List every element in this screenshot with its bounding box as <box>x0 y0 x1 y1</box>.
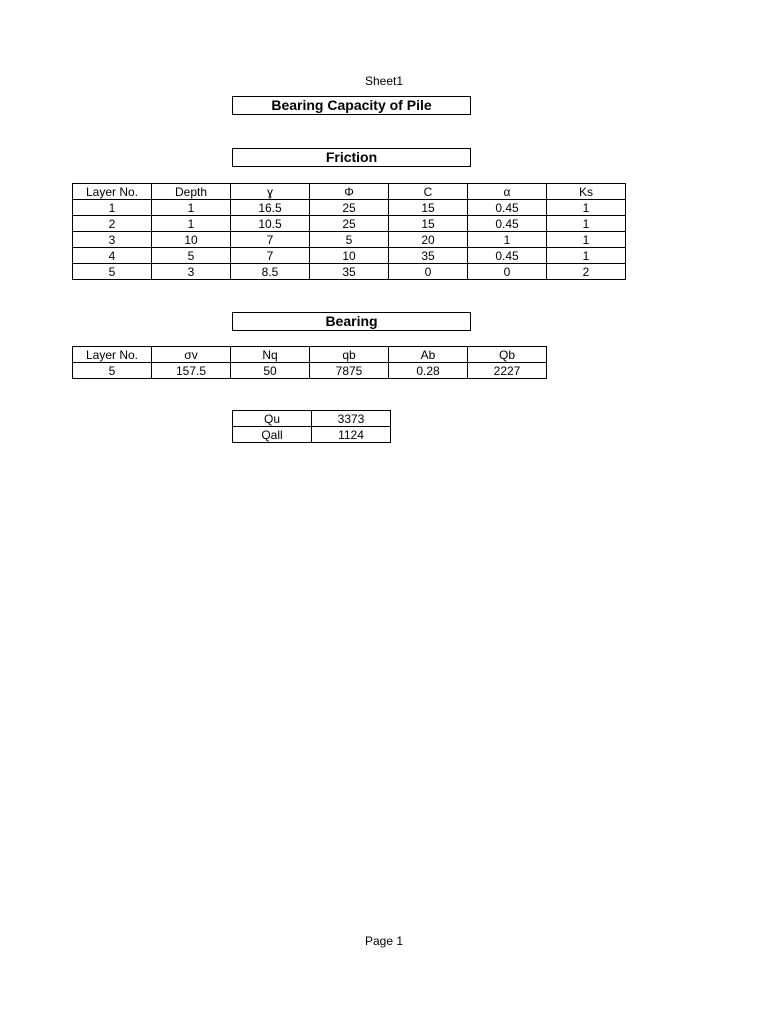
bearing-title: Bearing <box>232 312 471 331</box>
table-cell: 3 <box>73 232 152 248</box>
table-cell: 2 <box>73 216 152 232</box>
table-cell: 5 <box>73 363 152 379</box>
table-cell: 7 <box>231 248 310 264</box>
header-cell: ɣ <box>231 184 310 200</box>
table-row <box>73 200 626 216</box>
header-cell: Layer No. <box>73 184 152 200</box>
table-cell: 1 <box>468 232 547 248</box>
table-cell: 0 <box>468 264 547 280</box>
table-cell: 7875 <box>310 363 389 379</box>
table-cell: 16.5 <box>231 200 310 216</box>
table-cell: 1 <box>547 216 626 232</box>
table-cell: 3 <box>152 264 231 280</box>
table-row <box>73 363 547 379</box>
table-row <box>233 411 391 427</box>
table-cell: 50 <box>231 363 310 379</box>
table-cell: 35 <box>389 248 468 264</box>
header-cell: α <box>468 184 547 200</box>
table-cell: 10 <box>310 248 389 264</box>
table-header-row <box>73 347 547 363</box>
header-cell: Ks <box>547 184 626 200</box>
table-cell: 25 <box>310 200 389 216</box>
table-cell: 10 <box>152 232 231 248</box>
table-cell: 2 <box>547 264 626 280</box>
summary-label: Qu <box>233 411 312 427</box>
table-cell: 0.45 <box>468 200 547 216</box>
summary-value: 1124 <box>312 427 391 443</box>
table-cell: 1 <box>152 200 231 216</box>
table-row <box>73 232 626 248</box>
table-cell: 2227 <box>468 363 547 379</box>
header-cell: Nq <box>231 347 310 363</box>
table-cell: 15 <box>389 200 468 216</box>
table-cell: 10.5 <box>231 216 310 232</box>
table-header-row <box>73 184 626 200</box>
header-cell: σv <box>152 347 231 363</box>
header-cell: Layer No. <box>73 347 152 363</box>
summary-label: Qall <box>233 427 312 443</box>
main-title: Bearing Capacity of Pile <box>232 96 471 115</box>
table-cell: 1 <box>73 200 152 216</box>
table-cell: 5 <box>73 264 152 280</box>
header-cell: Qb <box>468 347 547 363</box>
summary-value: 3373 <box>312 411 391 427</box>
summary-table <box>232 410 391 443</box>
table-cell: 1 <box>547 232 626 248</box>
table-cell: 15 <box>389 216 468 232</box>
table-cell: 157.5 <box>152 363 231 379</box>
table-cell: 1 <box>152 216 231 232</box>
table-cell: 5 <box>152 248 231 264</box>
table-row <box>73 264 626 280</box>
table-row <box>233 427 391 443</box>
table-cell: 0.45 <box>468 248 547 264</box>
table-cell: 5 <box>310 232 389 248</box>
table-cell: 0 <box>389 264 468 280</box>
table-row <box>73 216 626 232</box>
header-cell: C <box>389 184 468 200</box>
table-row <box>73 248 626 264</box>
table-cell: 4 <box>73 248 152 264</box>
sheet-name: Sheet1 <box>364 74 404 88</box>
friction-title: Friction <box>232 148 471 167</box>
table-cell: 7 <box>231 232 310 248</box>
table-cell: 0.28 <box>389 363 468 379</box>
header-cell: Φ <box>310 184 389 200</box>
table-cell: 0.45 <box>468 216 547 232</box>
bearing-table <box>72 346 547 379</box>
table-cell: 1 <box>547 200 626 216</box>
friction-table <box>72 183 626 280</box>
page-footer: Page 1 <box>364 934 404 948</box>
table-cell: 8.5 <box>231 264 310 280</box>
table-cell: 25 <box>310 216 389 232</box>
table-cell: 35 <box>310 264 389 280</box>
table-cell: 1 <box>547 248 626 264</box>
table-cell: 20 <box>389 232 468 248</box>
header-cell: Depth <box>152 184 231 200</box>
header-cell: qb <box>310 347 389 363</box>
header-cell: Ab <box>389 347 468 363</box>
